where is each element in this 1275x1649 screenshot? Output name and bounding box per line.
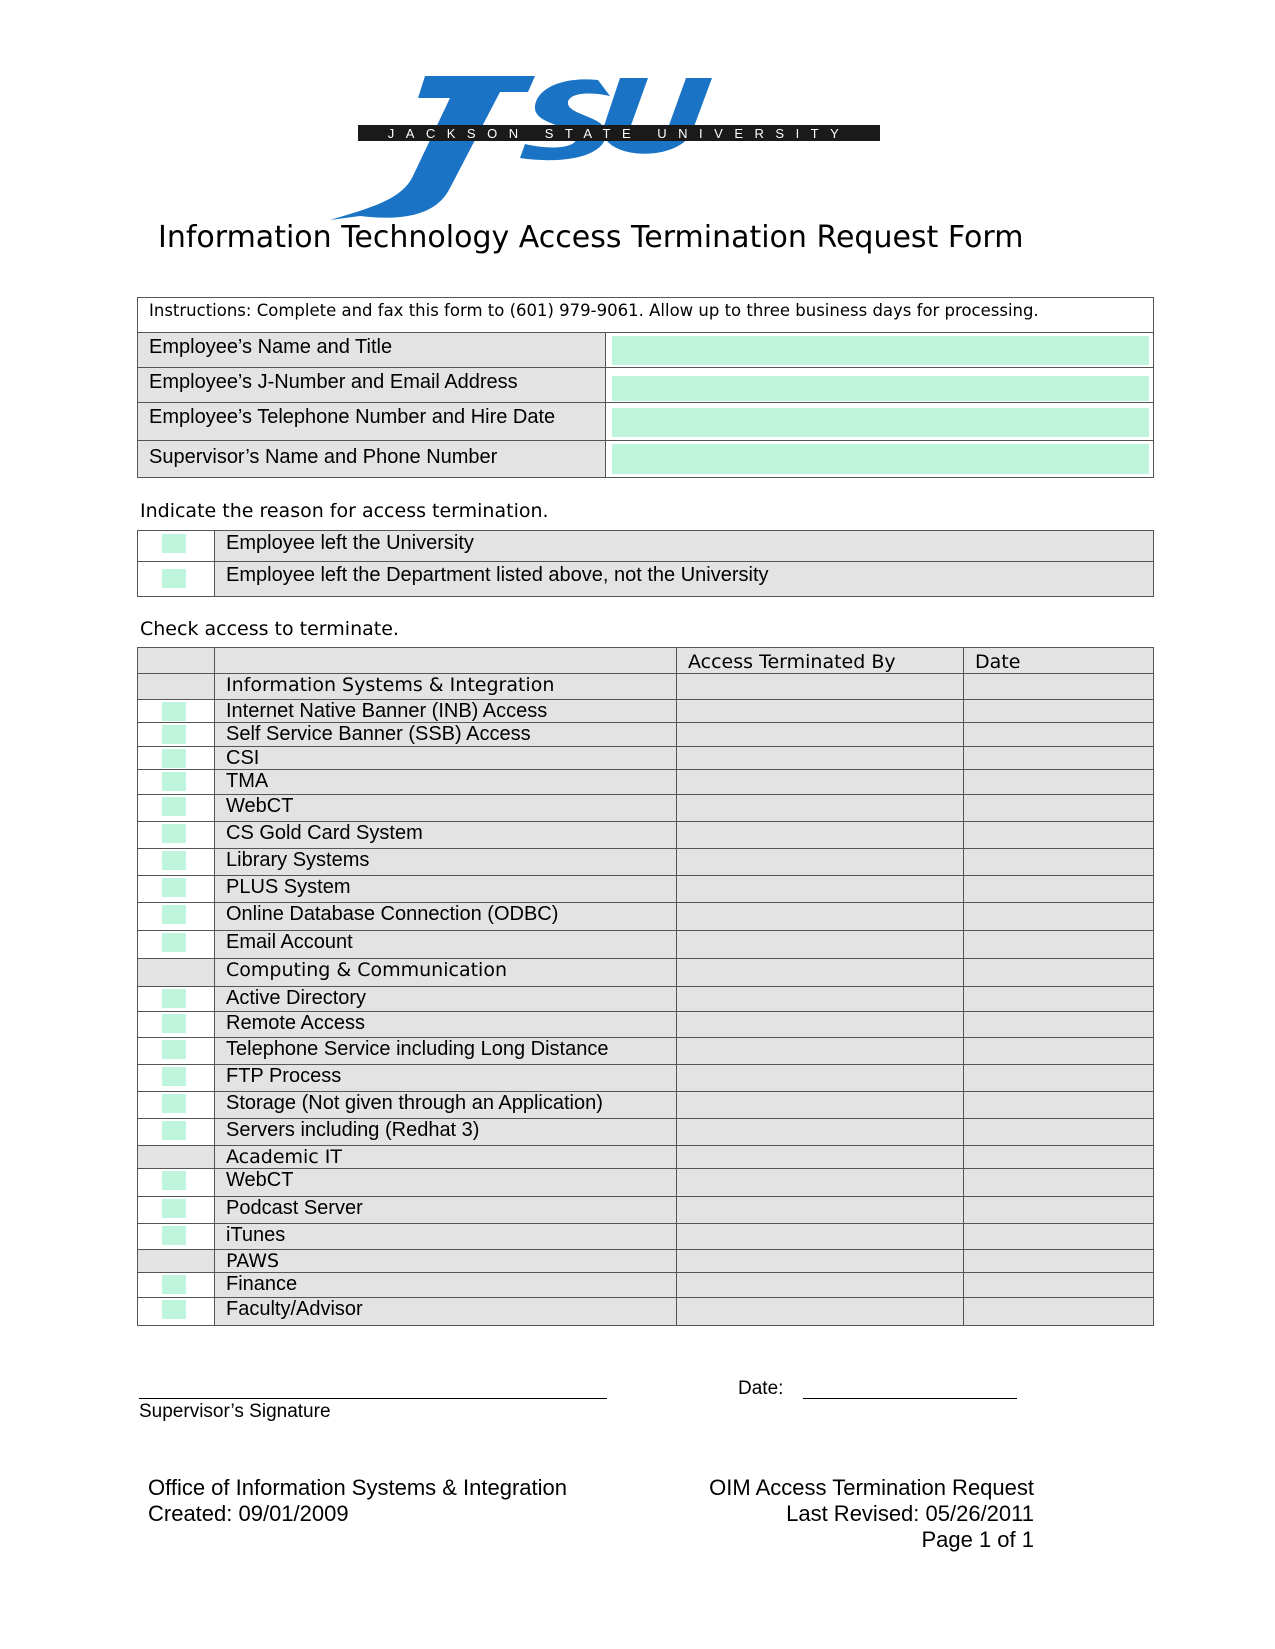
header-date: Date	[964, 648, 1154, 674]
group-check-cell	[138, 674, 215, 700]
access-item-row	[138, 1092, 1154, 1119]
access-group-row	[138, 959, 1154, 987]
supervisor-signature-line[interactable]	[139, 1398, 607, 1399]
terminated-by-cell[interactable]	[677, 959, 964, 987]
access-item-label: Online Database Connection (ODBC)	[215, 903, 677, 931]
date-cell[interactable]	[964, 700, 1154, 723]
terminated-by-cell[interactable]	[677, 903, 964, 931]
header-item-cell	[215, 648, 677, 674]
access-item-checkbox[interactable]	[162, 824, 186, 843]
access-item-checkbox[interactable]	[162, 1014, 186, 1033]
access-item-row	[138, 770, 1154, 795]
item-check-cell	[138, 723, 215, 747]
terminated-by-cell[interactable]	[677, 849, 964, 876]
reason-checkbox-cell	[138, 531, 215, 562]
date-cell[interactable]	[964, 987, 1154, 1012]
date-cell[interactable]	[964, 770, 1154, 795]
group-check-cell	[138, 1250, 215, 1273]
date-cell[interactable]	[964, 747, 1154, 770]
date-cell[interactable]	[964, 1119, 1154, 1146]
item-check-cell	[138, 1065, 215, 1092]
date-cell[interactable]	[964, 849, 1154, 876]
item-check-cell	[138, 1197, 215, 1224]
access-item-checkbox[interactable]	[162, 797, 186, 816]
access-group-label: Computing & Communication	[215, 959, 677, 987]
terminated-by-cell[interactable]	[677, 1250, 964, 1273]
date-cell[interactable]	[964, 1012, 1154, 1038]
signature-date-label: Date:	[738, 1378, 784, 1399]
group-check-cell	[138, 959, 215, 987]
date-cell[interactable]	[964, 1250, 1154, 1273]
terminated-by-cell[interactable]	[677, 723, 964, 747]
item-check-cell	[138, 1119, 215, 1146]
access-item-row	[138, 876, 1154, 903]
access-item-label: Library Systems	[215, 849, 677, 876]
item-check-cell	[138, 1298, 215, 1326]
date-cell[interactable]	[964, 1065, 1154, 1092]
access-item-checkbox[interactable]	[162, 878, 186, 897]
access-item-label: Servers including (Redhat 3)	[215, 1119, 677, 1146]
employee-phone-label: Employee’s Telephone Number and Hire Date	[138, 403, 606, 441]
access-item-row	[138, 1169, 1154, 1197]
footer-created: Created: 09/01/2009	[148, 1501, 349, 1526]
reason-checkbox-cell	[138, 562, 215, 597]
terminated-by-cell[interactable]	[677, 1119, 964, 1146]
logo-s-shape	[520, 79, 610, 160]
access-item-checkbox[interactable]	[162, 1067, 186, 1086]
access-item-label: Active Directory	[215, 987, 677, 1012]
access-item-checkbox[interactable]	[162, 1094, 186, 1113]
access-item-label: TMA	[215, 770, 677, 795]
employee-phone-field[interactable]	[612, 408, 1149, 437]
access-item-row	[138, 1273, 1154, 1298]
access-item-checkbox[interactable]	[162, 905, 186, 924]
access-item-label: CS Gold Card System	[215, 822, 677, 849]
terminated-by-cell[interactable]	[677, 1224, 964, 1250]
item-check-cell	[138, 1012, 215, 1038]
item-check-cell	[138, 747, 215, 770]
supervisor-label: Supervisor’s Name and Phone Number	[138, 441, 606, 478]
item-check-cell	[138, 1273, 215, 1298]
date-cell[interactable]	[964, 1197, 1154, 1224]
date-cell[interactable]	[964, 903, 1154, 931]
employee-jnumber-label: Employee’s J-Number and Email Address	[138, 368, 606, 403]
header-check-cell	[138, 648, 215, 674]
access-item-row	[138, 700, 1154, 723]
terminated-by-cell[interactable]	[677, 1012, 964, 1038]
access-item-checkbox[interactable]	[162, 702, 186, 721]
access-item-label: Email Account	[215, 931, 677, 959]
access-item-row	[138, 931, 1154, 959]
footer-office: Office of Information Systems & Integration	[148, 1475, 568, 1500]
access-item-row	[138, 1012, 1154, 1038]
access-item-label: WebCT	[215, 1169, 677, 1197]
date-cell[interactable]	[964, 1224, 1154, 1250]
access-item-row	[138, 1298, 1154, 1326]
access-item-label: PLUS System	[215, 876, 677, 903]
footer-page-number: Page 1 of 1	[921, 1527, 1034, 1552]
access-item-checkbox[interactable]	[162, 1121, 186, 1140]
access-item-row	[138, 723, 1154, 747]
group-check-cell	[138, 1146, 215, 1169]
employee-name-label: Employee’s Name and Title	[138, 333, 606, 368]
date-cell[interactable]	[964, 723, 1154, 747]
reason-section-title: Indicate the reason for access termination.	[140, 500, 549, 522]
item-check-cell	[138, 876, 215, 903]
access-item-label: Self Service Banner (SSB) Access	[215, 723, 677, 747]
date-cell[interactable]	[964, 822, 1154, 849]
terminated-by-cell[interactable]	[677, 1146, 964, 1169]
terminated-by-cell[interactable]	[677, 876, 964, 903]
employee-info-table	[137, 297, 1154, 478]
terminated-by-cell[interactable]	[677, 747, 964, 770]
reason-table	[137, 530, 1154, 597]
date-cell[interactable]	[964, 931, 1154, 959]
item-check-cell	[138, 931, 215, 959]
access-item-label: CSI	[215, 747, 677, 770]
access-item-label: Podcast Server	[215, 1197, 677, 1224]
date-cell[interactable]	[964, 1298, 1154, 1326]
logo-u-shape	[602, 78, 712, 154]
access-item-row	[138, 1224, 1154, 1250]
access-item-label: Faculty/Advisor	[215, 1298, 677, 1326]
access-item-row	[138, 1038, 1154, 1065]
access-item-row	[138, 903, 1154, 931]
access-item-row	[138, 987, 1154, 1012]
terminated-by-cell[interactable]	[677, 1298, 964, 1326]
access-item-checkbox[interactable]	[162, 1226, 186, 1245]
terminated-by-cell[interactable]	[677, 987, 964, 1012]
reason-left-department-label: Employee left the Department listed above, not the University	[215, 562, 1154, 597]
item-check-cell	[138, 987, 215, 1012]
access-item-checkbox[interactable]	[162, 1040, 186, 1059]
terminated-by-cell[interactable]	[677, 931, 964, 959]
item-check-cell	[138, 795, 215, 822]
access-item-checkbox[interactable]	[162, 851, 186, 870]
employee-jnumber-cell	[606, 368, 1154, 403]
access-item-label: Finance	[215, 1273, 677, 1298]
access-item-checkbox[interactable]	[162, 989, 186, 1008]
supervisor-signature-label: Supervisor’s Signature	[139, 1401, 331, 1422]
terminated-by-cell[interactable]	[677, 674, 964, 700]
footer-revised: Last Revised: 05/26/2011	[786, 1501, 1034, 1526]
signature-date-line[interactable]	[803, 1398, 1017, 1399]
form-title: Information Technology Access Termination Request Form	[158, 220, 1024, 255]
employee-name-cell	[606, 333, 1154, 368]
access-table	[137, 647, 1154, 1326]
item-check-cell	[138, 700, 215, 723]
employee-phone-cell	[606, 403, 1154, 441]
terminated-by-cell[interactable]	[677, 1038, 964, 1065]
access-item-checkbox[interactable]	[162, 772, 186, 791]
date-cell[interactable]	[964, 1146, 1154, 1169]
access-group-row	[138, 674, 1154, 700]
access-section-title: Check access to terminate.	[140, 618, 399, 640]
date-cell[interactable]	[964, 674, 1154, 700]
terminated-by-cell[interactable]	[677, 822, 964, 849]
logo-university-name: JACKSON STATE UNIVERSITY	[387, 126, 851, 141]
date-cell[interactable]	[964, 1038, 1154, 1065]
employee-jnumber-field[interactable]	[612, 376, 1149, 401]
supervisor-cell	[606, 441, 1154, 478]
instructions-text: Instructions: Complete and fax this form to (601) 979-9061. Allow up to three business days for processing.	[138, 298, 1154, 333]
access-item-label: FTP Process	[215, 1065, 677, 1092]
logo-j-shape	[330, 76, 535, 220]
access-item-row	[138, 795, 1154, 822]
access-item-checkbox[interactable]	[162, 1275, 186, 1294]
reason-left-university-checkbox[interactable]	[162, 534, 186, 553]
access-item-label: Internet Native Banner (INB) Access	[215, 700, 677, 723]
access-group-row	[138, 1250, 1154, 1273]
terminated-by-cell[interactable]	[677, 700, 964, 723]
terminated-by-cell[interactable]	[677, 1169, 964, 1197]
access-item-label: WebCT	[215, 795, 677, 822]
access-group-label: Academic IT	[215, 1146, 677, 1169]
reason-left-department-checkbox[interactable]	[162, 569, 186, 588]
access-item-label: Telephone Service including Long Distance	[215, 1038, 677, 1065]
terminated-by-cell[interactable]	[677, 1273, 964, 1298]
access-item-row	[138, 822, 1154, 849]
date-cell[interactable]	[964, 1273, 1154, 1298]
supervisor-field[interactable]	[612, 444, 1149, 474]
access-group-row	[138, 1146, 1154, 1169]
item-check-cell	[138, 849, 215, 876]
terminated-by-cell[interactable]	[677, 770, 964, 795]
reason-left-university-label: Employee left the University	[215, 531, 1154, 562]
access-item-row	[138, 1065, 1154, 1092]
access-group-label: PAWS	[215, 1250, 677, 1273]
access-item-checkbox[interactable]	[162, 1199, 186, 1218]
access-group-label: Information Systems & Integration	[215, 674, 677, 700]
terminated-by-cell[interactable]	[677, 1197, 964, 1224]
date-cell[interactable]	[964, 959, 1154, 987]
terminated-by-cell[interactable]	[677, 1065, 964, 1092]
access-item-checkbox[interactable]	[162, 933, 186, 952]
item-check-cell	[138, 1224, 215, 1250]
terminated-by-cell[interactable]	[677, 1092, 964, 1119]
date-cell[interactable]	[964, 1092, 1154, 1119]
jsu-logo	[330, 70, 930, 230]
item-check-cell	[138, 822, 215, 849]
item-check-cell	[138, 1038, 215, 1065]
date-cell[interactable]	[964, 795, 1154, 822]
date-cell[interactable]	[964, 1169, 1154, 1197]
terminated-by-cell[interactable]	[677, 795, 964, 822]
employee-name-field[interactable]	[612, 336, 1149, 365]
item-check-cell	[138, 1092, 215, 1119]
access-item-checkbox[interactable]	[162, 749, 186, 768]
access-item-row	[138, 1119, 1154, 1146]
item-check-cell	[138, 770, 215, 795]
access-item-row	[138, 1197, 1154, 1224]
access-item-label: Storage (Not given through an Application)	[215, 1092, 677, 1119]
access-item-checkbox[interactable]	[162, 1300, 186, 1319]
access-item-row	[138, 849, 1154, 876]
date-cell[interactable]	[964, 876, 1154, 903]
item-check-cell	[138, 903, 215, 931]
header-terminated-by: Access Terminated By	[677, 648, 964, 674]
access-item-label: Remote Access	[215, 1012, 677, 1038]
access-item-label: iTunes	[215, 1224, 677, 1250]
access-item-checkbox[interactable]	[162, 725, 186, 744]
item-check-cell	[138, 1169, 215, 1197]
footer-doc-name: OIM Access Termination Request	[709, 1475, 1034, 1500]
access-item-row	[138, 747, 1154, 770]
access-item-checkbox[interactable]	[162, 1171, 186, 1190]
